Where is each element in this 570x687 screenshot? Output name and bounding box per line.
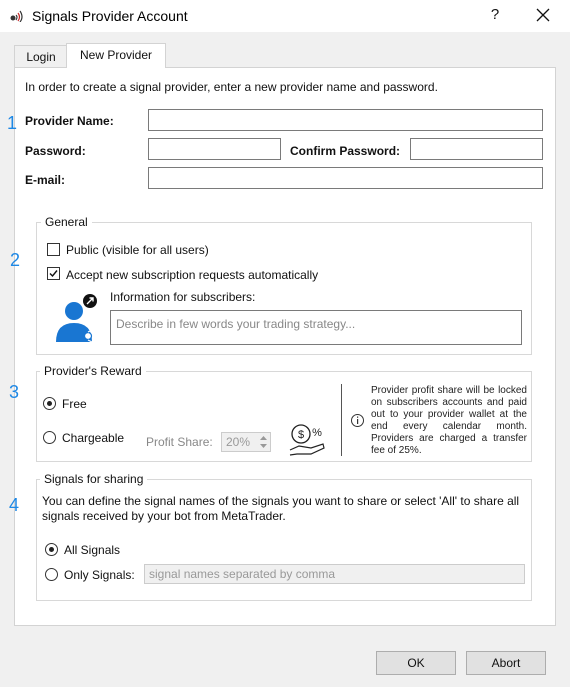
marker-4: 4 bbox=[9, 495, 20, 515]
user-share-icon bbox=[52, 292, 102, 347]
only-signals-input[interactable] bbox=[144, 564, 525, 584]
checkmark-icon bbox=[48, 268, 59, 279]
window-title: Signals Provider Account bbox=[32, 8, 188, 24]
general-legend: General bbox=[41, 215, 92, 229]
free-radio[interactable] bbox=[43, 397, 56, 410]
only-signals-placeholder: signal names separated by comma bbox=[149, 567, 336, 581]
password-label: Password: bbox=[25, 144, 86, 158]
marker-2: 2 bbox=[10, 250, 21, 270]
chargeable-label: Chargeable bbox=[62, 431, 125, 445]
help-button[interactable]: ? bbox=[490, 6, 500, 23]
password-input[interactable] bbox=[148, 138, 281, 160]
provider-name-label: Provider Name: bbox=[25, 114, 114, 128]
info-icon bbox=[350, 413, 365, 428]
signal-icon bbox=[9, 10, 27, 22]
profit-share-value: 20% bbox=[226, 435, 251, 449]
profit-share-label: Profit Share: bbox=[146, 435, 213, 449]
confirm-password-label: Confirm Password: bbox=[290, 144, 401, 158]
reward-note: Provider profit share will be locked on subscribers accounts and paid out to your provider wallet at the end every calendar month. Providers are charged a transfer fee of 25%. bbox=[371, 385, 527, 456]
ok-button[interactable]: OK bbox=[376, 651, 456, 675]
svg-text:$: $ bbox=[297, 429, 305, 441]
all-signals-radio[interactable] bbox=[45, 543, 58, 556]
profit-hand-icon bbox=[287, 422, 327, 460]
provider-name-input[interactable] bbox=[148, 109, 543, 131]
public-label: Public (visible for all users) bbox=[66, 243, 209, 257]
tab-login[interactable]: Login bbox=[14, 45, 68, 68]
profit-share-spinner[interactable] bbox=[221, 432, 271, 452]
confirm-password-input[interactable] bbox=[410, 138, 543, 160]
reward-legend: Provider's Reward bbox=[40, 364, 146, 378]
info-placeholder: Describe in few words your trading strategy... bbox=[116, 317, 356, 331]
sharing-description: You can define the signal names of the signals you want to share or select 'All' to share all signals received by your bot from MetaTrader. bbox=[42, 494, 520, 523]
reward-divider bbox=[341, 384, 342, 456]
info-subscribers-input[interactable] bbox=[110, 310, 522, 345]
email-label: E-mail: bbox=[25, 173, 66, 187]
sharing-legend: Signals for sharing bbox=[40, 472, 147, 486]
only-signals-label: Only Signals: bbox=[64, 568, 135, 582]
all-signals-label: All Signals bbox=[64, 543, 121, 557]
only-signals-radio[interactable] bbox=[45, 568, 58, 581]
info-subscribers-label: Information for subscribers: bbox=[110, 290, 256, 304]
spinner-arrows-icon bbox=[259, 434, 268, 450]
svg-text:%: % bbox=[312, 427, 322, 439]
close-icon[interactable] bbox=[532, 4, 554, 26]
chargeable-radio[interactable] bbox=[43, 431, 56, 444]
public-checkbox[interactable] bbox=[47, 243, 60, 256]
marker-1: 1 bbox=[7, 113, 18, 133]
free-label: Free bbox=[62, 397, 87, 411]
tab-new-provider[interactable]: New Provider bbox=[66, 43, 166, 68]
marker-3: 3 bbox=[9, 382, 20, 402]
accept-label: Accept new subscription requests automatically bbox=[66, 268, 319, 282]
accept-checkbox[interactable] bbox=[47, 267, 60, 280]
abort-button[interactable]: Abort bbox=[466, 651, 546, 675]
intro-text: In order to create a signal provider, enter a new provider name and password. bbox=[25, 80, 438, 94]
email-input[interactable] bbox=[148, 167, 543, 189]
